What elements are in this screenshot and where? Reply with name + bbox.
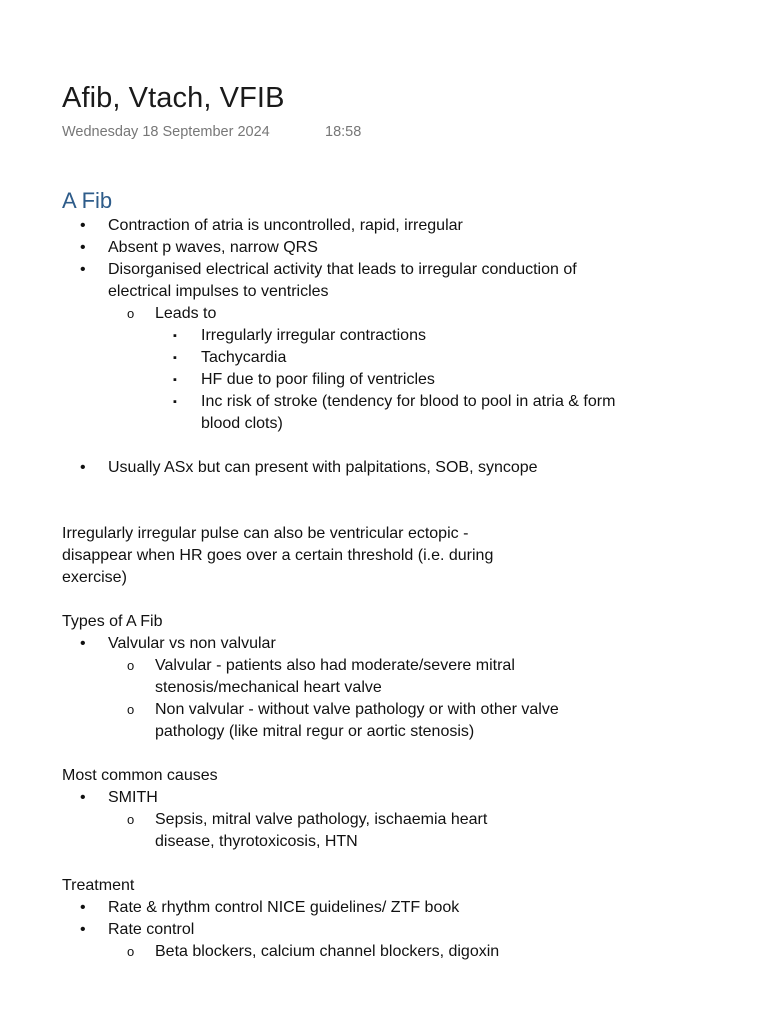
bullet-icon: • bbox=[80, 239, 86, 256]
list-item: ▪ HF due to poor filing of ventricles bbox=[62, 369, 622, 391]
bullet-icon: • bbox=[80, 921, 86, 938]
list-item: o Valvular - patients also had moderate/severe mitral stenosis/mechanical heart valve bbox=[127, 657, 515, 696]
note-timestamp bbox=[62, 121, 622, 143]
bullet-icon: • bbox=[80, 899, 86, 916]
causes-heading: Most common causes bbox=[62, 767, 218, 784]
types-heading: Types of A Fib bbox=[62, 613, 163, 630]
list-item: • Rate & rhythm control NICE guidelines/ ZTF book bbox=[62, 897, 622, 919]
list-item: o Leads to bbox=[62, 303, 622, 325]
list-item: • Rate control bbox=[62, 919, 622, 941]
list-item: • SMITH bbox=[62, 787, 622, 809]
bullet-icon: • bbox=[80, 459, 86, 476]
note-date: Wednesday 18 September 2024 bbox=[62, 124, 270, 140]
blank-line bbox=[62, 589, 622, 611]
circle-bullet-icon: o bbox=[127, 306, 135, 321]
square-bullet-icon: ▪ bbox=[173, 374, 177, 386]
types-list bbox=[62, 633, 622, 743]
circle-bullet-icon: o bbox=[127, 812, 135, 827]
note-content bbox=[62, 78, 622, 960]
list-item: • Absent p waves, narrow QRS bbox=[62, 237, 622, 259]
list-item: ▪ Irregularly irregular contractions bbox=[62, 325, 622, 347]
blank-line bbox=[62, 853, 622, 875]
list-item: o Sepsis, mitral valve pathology, ischaemia heart disease, thyrotoxicosis, HTN bbox=[127, 811, 488, 850]
circle-bullet-icon: o bbox=[127, 944, 135, 959]
bullet-icon: • bbox=[80, 261, 86, 278]
list-item: o Beta blockers, calcium channel blockers, digoxin bbox=[62, 941, 622, 963]
treatment-list bbox=[62, 897, 622, 963]
ectopic-paragraph: Irregularly irregular pulse can also be ventricular ectopic - disappear when HR goes over a certain threshold (i.e. during exercise) bbox=[62, 525, 494, 586]
square-bullet-icon: ▪ bbox=[173, 330, 177, 342]
list-item: • Usually ASx but can present with palpitations, SOB, syncope bbox=[62, 457, 622, 479]
bullet-icon: • bbox=[80, 789, 86, 806]
afib-list bbox=[62, 215, 622, 479]
page-title: Afib, Vtach, VFIB bbox=[62, 82, 285, 114]
list-item: • Contraction of atria is uncontrolled, rapid, irregular bbox=[62, 215, 622, 237]
blank-line bbox=[62, 435, 622, 457]
blank-line bbox=[62, 479, 622, 501]
list-item: • Disorganised electrical activity that leads to irregular conduction of electrical impulses to ventricles bbox=[80, 261, 577, 300]
afib-heading: A Fib bbox=[62, 188, 113, 213]
circle-bullet-icon: o bbox=[127, 658, 135, 673]
square-bullet-icon: ▪ bbox=[173, 396, 177, 408]
blank-line bbox=[62, 743, 622, 765]
list-item: • Valvular vs non valvular bbox=[62, 633, 622, 655]
list-item: ▪ Tachycardia bbox=[62, 347, 622, 369]
bullet-icon: • bbox=[80, 217, 86, 234]
blank-line bbox=[62, 501, 622, 523]
causes-list bbox=[62, 787, 622, 853]
circle-bullet-icon: o bbox=[127, 702, 135, 717]
treatment-heading: Treatment bbox=[62, 877, 135, 894]
bullet-icon: • bbox=[80, 635, 86, 652]
list-item: o Non valvular - without valve pathology or with other valve pathology (like mitral regur or aortic stenosis) bbox=[127, 701, 559, 740]
note-time: 18:58 bbox=[325, 124, 362, 140]
list-item: ▪ Inc risk of stroke (tendency for blood to pool in atria & form blood clots) bbox=[173, 393, 616, 432]
square-bullet-icon: ▪ bbox=[173, 352, 177, 364]
